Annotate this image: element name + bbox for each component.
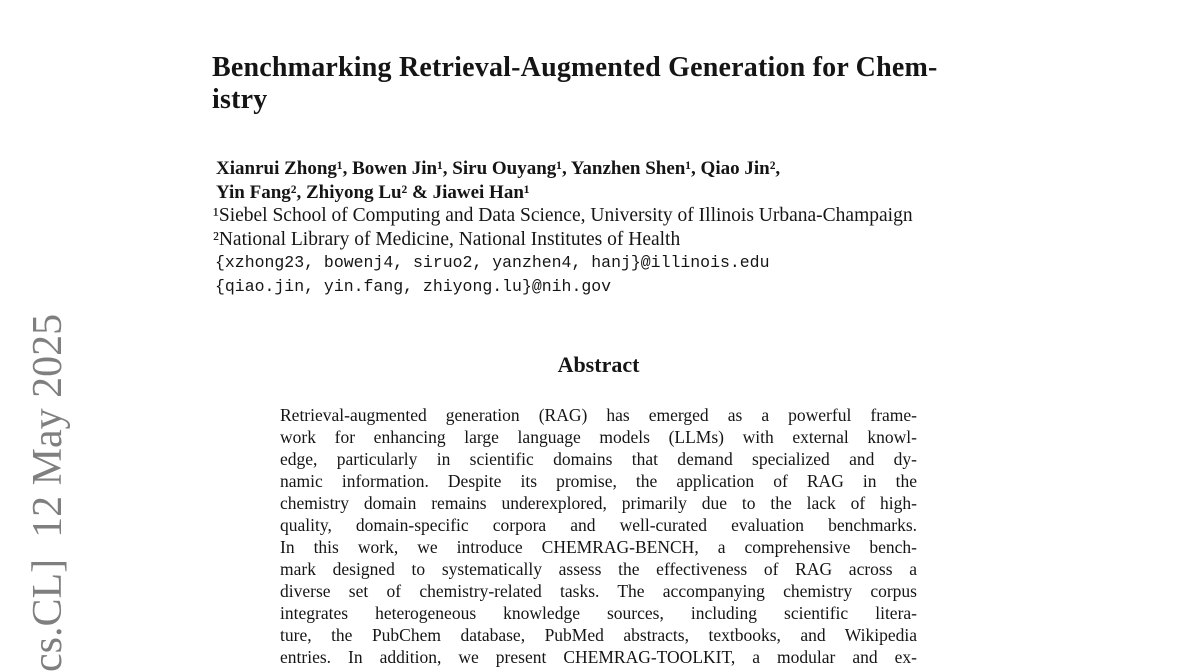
abstract-line: entries. In addition, we present CHEMRAG-TOOLKIT, a modular and ex- [280,647,917,667]
abstract-line: quality, domain-specific corpora and well-curated evaluation benchmarks. [280,515,917,535]
abstract-line: namic information. Despite its promise, the application of RAG in the [280,471,917,491]
abstract-body [280,404,917,668]
paper-title-line-1: Benchmarking Retrieval-Augmented Generation for Chem- [212,52,938,83]
author-line-2: Yin Fang², Zhiyong Lu² & Jiawei Han¹ [216,182,530,203]
email-line-illinois: {xzhong23, bowenj4, siruo2, yanzhen4, hanj}@illinois.edu [215,253,770,272]
paper-title [212,52,1052,115]
contact-emails [215,251,915,298]
abstract-line: mark designed to systematically assess the effectiveness of RAG across a [280,559,917,579]
abstract-line: chemistry domain remains underexplored, primarily due to the lack of high- [280,493,917,513]
affiliation-line-1: ¹Siebel School of Computing and Data Science, University of Illinois Urbana-Champaign [213,205,913,226]
email-line-nih: {qiao.jin, yin.fang, zhiyong.lu}@nih.gov [215,276,612,296]
abstract-line: ture, the PubChem database, PubMed abstracts, textbooks, and Wikipedia [280,625,917,645]
abstract-line: diverse set of chemistry-related tasks. The accompanying chemistry corpus [280,581,917,601]
abstract-line: In this work, we introduce CHEMRAG-BENCH, a comprehensive bench- [280,537,917,557]
abstract-line: edge, particularly in scientific domains that demand specialized and dy- [280,449,917,469]
author-list [216,157,1016,205]
abstract-line: work for enhancing large language models (LLMs) with external knowl- [280,427,917,447]
paper-title-line-2: istry [212,83,268,115]
author-line-1: Xianrui Zhong¹, Bowen Jin¹, Siru Ouyang¹, Yanzhen Shen¹, Qiao Jin², [216,158,781,179]
abstract-heading: Abstract [557,352,640,377]
affiliation-line-2: ²National Library of Medicine, National Institutes of Health [213,229,681,250]
abstract-line: Retrieval-augmented generation (RAG) has emerged as a powerful frame- [280,405,917,425]
abstract-line: integrates heterogeneous knowledge sources, including scientific litera- [280,603,917,623]
arxiv-watermark: cs.CL] 12 May 2025 [25,313,71,672]
affiliations [213,204,1033,252]
